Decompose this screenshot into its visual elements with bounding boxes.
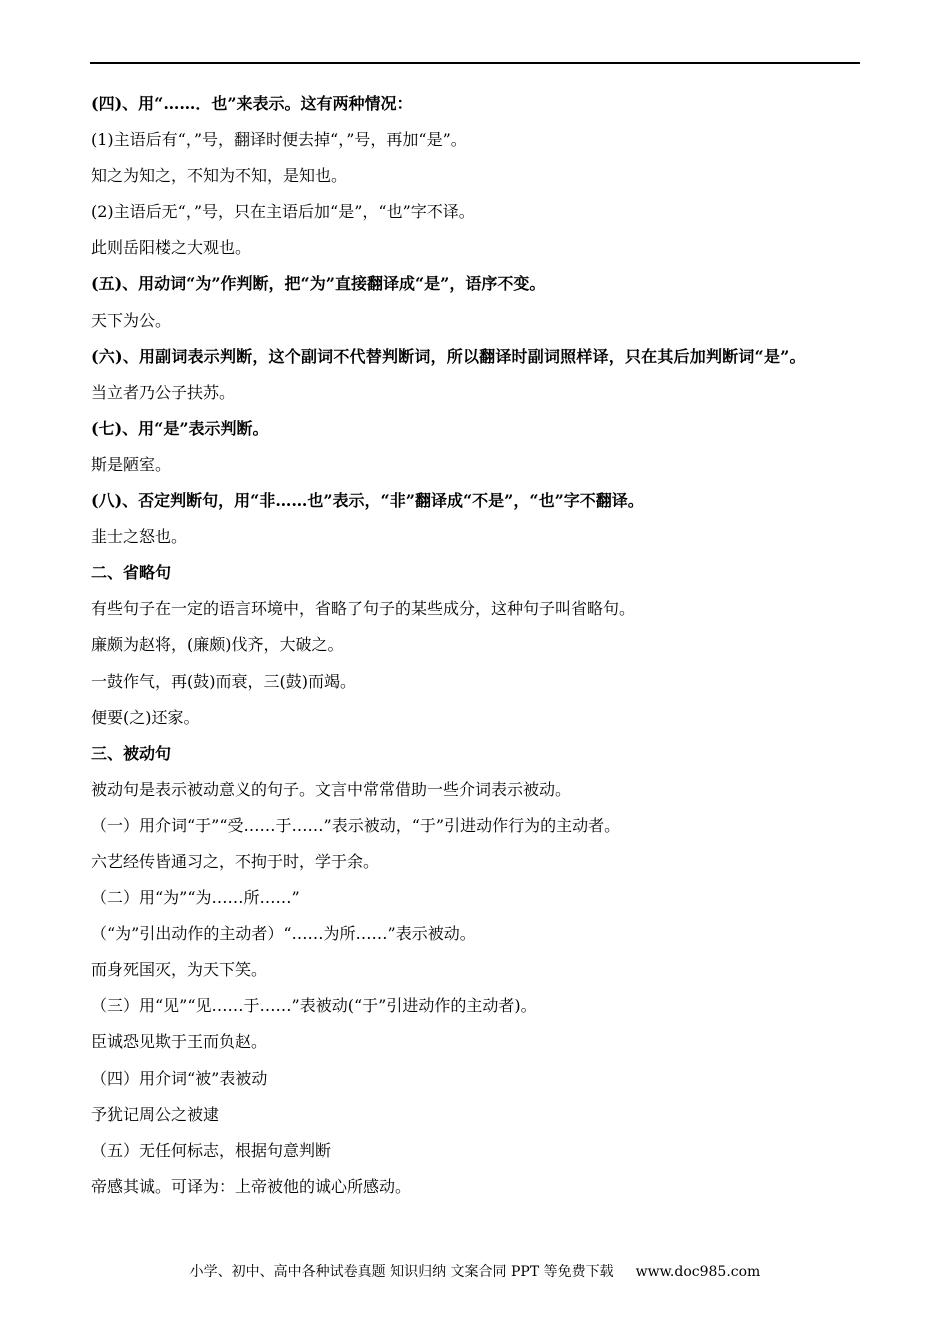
example-sentence: 廉颇为赵将，(廉颇)伐齐，大破之。 <box>91 635 344 655</box>
footer-text: 小学、初中、高中各种试卷真题 知识归纳 文案合同 PPT 等免费下载 <box>189 1264 614 1280</box>
example-sentence: 予犹记周公之被逮 <box>91 1104 220 1124</box>
example-sentence: 便要(之)还家。 <box>91 707 200 727</box>
example-sentence: 天下为公。 <box>91 310 172 330</box>
section-heading: (四)、用“……．也”来表示。这有两种情况： <box>91 94 413 113</box>
chapter-heading: 三、被动句 <box>91 743 172 763</box>
section-heading: (五)、用动词“为”作判断，把“为”直接翻译成“是”，语序不变。 <box>91 274 546 294</box>
page-footer <box>0 1262 950 1282</box>
paragraph: （五）无任何标志，根据句意判断 <box>91 1140 332 1160</box>
example-sentence: 韭士之怒也。 <box>91 527 188 547</box>
chapter-heading: 二、省略句 <box>91 563 172 583</box>
example-sentence: 一鼓作气，再(鼓)而衰，三(鼓)而竭。 <box>91 671 356 691</box>
example-sentence: 六艺经传皆通习之，不拘于时，学于余。 <box>91 851 380 871</box>
example-sentence: 知之为知之，不知为不知，是知也。 <box>91 166 348 186</box>
example-sentence: 帝感其诚。可译为：上帝被他的诚心所感动。 <box>91 1176 412 1196</box>
section-heading: (八)、否定判断句，用“非……也”表示，“非”翻译成“不是”，“也”字不翻译。 <box>91 491 644 511</box>
example-sentence: 斯是陋室。 <box>91 454 172 474</box>
example-sentence: 此则岳阳楼之大观也。 <box>91 238 252 258</box>
section-heading: (七)、用“是”表示判断。 <box>91 418 269 438</box>
paragraph: （四）用介词“被”表被动 <box>91 1068 268 1088</box>
document-body <box>91 86 866 1205</box>
paragraph: （“为”引出动作的主动者）“……为所……”表示被动。 <box>91 924 476 944</box>
paragraph: 有些句子在一定的语言环境中，省略了句子的某些成分，这种句子叫省略句。 <box>91 599 636 619</box>
paragraph: (1)主语后有“，”号，翻译时便去掉“，”号，再加“是”。 <box>91 130 467 150</box>
paragraph: 被动句是表示被动意义的句子。文言中常常借助一些介词表示被动。 <box>91 779 572 799</box>
paragraph: （一）用介词“于”“受……于……”表示被动，“于”引进动作行为的主动者。 <box>91 815 621 835</box>
paragraph: （二）用“为”“为……所……” <box>91 888 300 908</box>
paragraph: （三）用“见”“见……于……”表被动(“于”引进动作的主动者)。 <box>91 996 537 1016</box>
footer-url[interactable]: www.doc985.com <box>635 1264 761 1280</box>
example-sentence: 臣诚恐见欺于王而负赵。 <box>91 1032 268 1052</box>
paragraph: (2)主语后无“，”号，只在主语后加“是”，“也”字不译。 <box>91 202 475 222</box>
section-heading: (六)、用副词表示判断，这个副词不代替判断词，所以翻译时副词照样译，只在其后加判断词“是”。 <box>91 346 806 366</box>
example-sentence: 而身死国灭，为天下笑。 <box>91 960 268 980</box>
header-rule <box>90 62 860 64</box>
example-sentence: 当立者乃公子扶苏。 <box>91 382 236 402</box>
